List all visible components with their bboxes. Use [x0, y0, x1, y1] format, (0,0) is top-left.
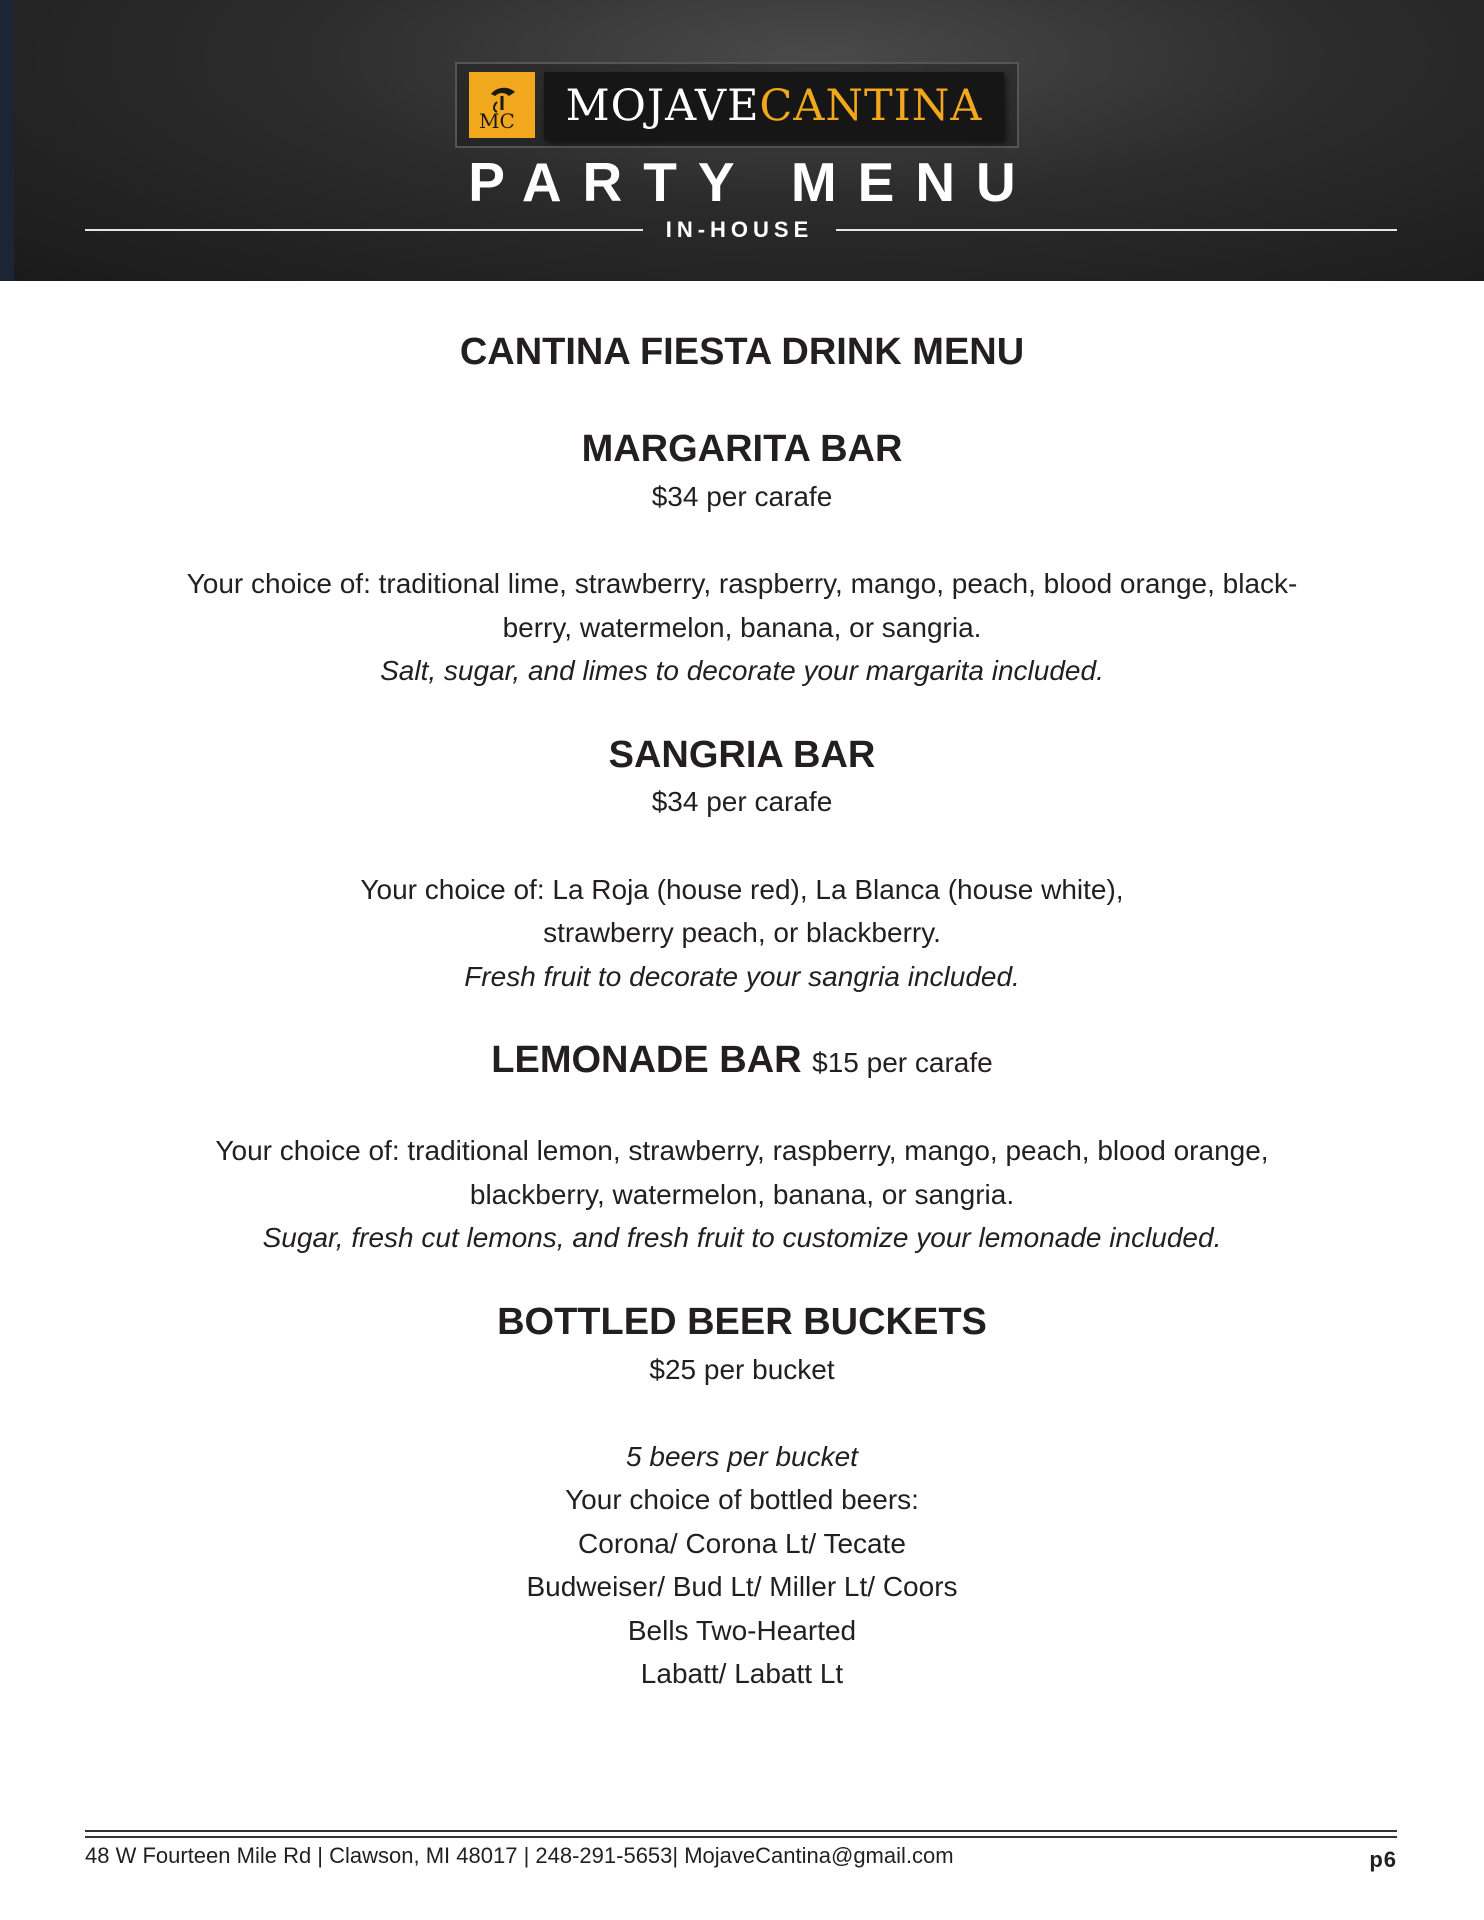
list-item: Corona/ Corona Lt/ Tecate	[578, 1528, 906, 1559]
header-divider-right	[836, 229, 1397, 231]
sangria-price: $34 per carafe	[651, 786, 833, 817]
lemonade-heading-row	[60, 1038, 1424, 1085]
beer-heading: BOTTLED BEER BUCKETS	[497, 1301, 987, 1343]
logo-wordmark	[544, 72, 1004, 140]
margarita-desc-line1: Your choice of: traditional lime, strawberry, raspberry, mango, peach, blood orange, black-	[186, 568, 1298, 599]
logo	[455, 62, 1019, 148]
margarita-heading: MARGARITA BAR	[581, 428, 903, 470]
list-item: Budweiser/ Bud Lt/ Miller Lt/ Coors	[526, 1571, 958, 1602]
sangria-heading: SANGRIA BAR	[608, 734, 876, 776]
footer-address: 48 W Fourteen Mile Rd | Clawson, MI 48017 | 248-291-5653| MojaveCantina@gmail.com	[85, 1843, 954, 1868]
page-subtitle: IN-HOUSE	[665, 217, 814, 242]
page-header	[0, 0, 1484, 281]
sangria-note: Fresh fruit to decorate your sangria included.	[464, 961, 1020, 992]
footer-divider-inner	[85, 1836, 1397, 1838]
footer-divider	[85, 1830, 1397, 1832]
margarita-note: Salt, sugar, and limes to decorate your margarita included.	[380, 655, 1104, 686]
menu-title: CANTINA FIESTA DRINK MENU	[459, 331, 1025, 373]
sangria-desc-line2: strawberry peach, or blackberry.	[543, 917, 941, 948]
lemonade-desc-line2: blackberry, watermelon, banana, or sangria.	[469, 1179, 1015, 1210]
svg-text:MC: MC	[479, 109, 515, 133]
list-item: Bells Two-Hearted	[627, 1615, 857, 1646]
list-item: Labatt/ Labatt Lt	[640, 1658, 844, 1689]
lemonade-note: Sugar, fresh cut lemons, and fresh fruit to customize your lemonade included.	[262, 1222, 1222, 1253]
sangria-desc-line1: Your choice of: La Roja (house red), La Blanca (house white),	[360, 874, 1124, 905]
margarita-desc-line2: berry, watermelon, banana, or sangria.	[502, 612, 982, 643]
beer-price: $25 per bucket	[649, 1354, 835, 1385]
logo-emblem-icon	[469, 72, 535, 138]
beer-intro: Your choice of bottled beers:	[565, 1484, 919, 1515]
margarita-price: $34 per carafe	[651, 481, 833, 512]
header-divider-left	[85, 229, 643, 231]
page-title: PARTY MENU	[468, 151, 1037, 213]
lemonade-heading: LEMONADE BAR	[491, 1039, 802, 1081]
lemonade-price: $15 per carafe	[812, 1047, 993, 1078]
lemonade-desc-line1: Your choice of: traditional lemon, strawberry, raspberry, mango, peach, blood orange,	[215, 1135, 1269, 1166]
beer-note: 5 beers per bucket	[626, 1441, 858, 1472]
logo-word-mojave: MOJAVE	[565, 80, 760, 131]
page-number: p6	[1369, 1847, 1397, 1872]
logo-word-cantina: CANTINA	[759, 80, 983, 131]
